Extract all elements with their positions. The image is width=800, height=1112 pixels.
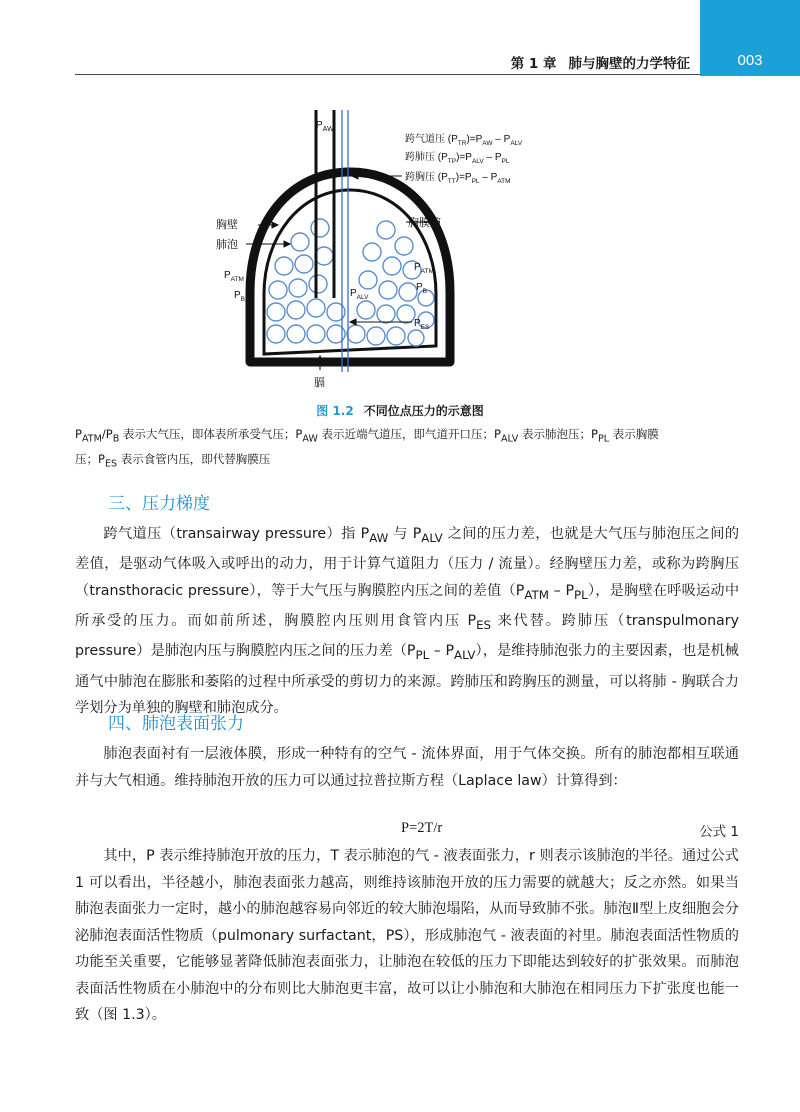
label-chest-wall: 胸壁: [216, 219, 238, 231]
label-eq1: 跨气道压 $(P_{TR})=P_{AW} - P_{ALV}$: [405, 134, 523, 147]
laplace-formula: [75, 818, 739, 842]
label-patm-right: $P_{ATM}$: [414, 262, 434, 275]
page-header: [0, 0, 800, 78]
figure-number: 图 1.2: [316, 404, 354, 418]
label-paw: $P_{AW}$: [316, 120, 334, 133]
alveoli: [267, 219, 434, 346]
formula-label: 公式 1: [699, 824, 739, 840]
label-eq3: 跨胸压 $(P_{TT})=P_{PL} - P_{ATM}$: [405, 172, 511, 185]
section-3-title: 三、压力梯度: [108, 494, 210, 514]
figure-note-line-1: $P_{ATM}/P_B$ 表示大气压，即体表所承受气压；$P_{AW}$ 表示近端气道压，即气道开口压；$P_{ALV}$ 表示肺泡压；$P_{PL}$ 表示胸膜: [75, 427, 659, 445]
page-number: 003: [737, 52, 763, 69]
header-rule: [75, 74, 800, 75]
label-pleural-cavity: 胸膜腔: [408, 217, 441, 229]
section-4-paragraph-2: 其中，P 表示维持肺泡开放的压力，T 表示肺泡的气 - 液表面张力，r 则表示该肺泡的半径。通过公式 1 可以看出，半径越小，肺泡表面张力越高，则维持该肺泡开放的压力需要的就越大；反之亦然。如果当肺泡表面张力一定时，越小的肺泡越容易向邻近的较大肺泡塌陷，从而导致肺不张。肺泡Ⅱ型上皮细胞会分泌肺泡表面活性物质（pulmonary surfactant，PS），形成肺泡气 - 液表面的衬里。肺泡表面活性物质的功能至关重要，它能够显著降低肺泡表面张力，让肺泡在较低的压力下即能达到较好的扩张效果。而肺泡表面活性物质在小肺泡中的分布则比大肺泡更丰富，故可以让小肺泡和大肺泡在相同压力下扩张度也能一致（图 1.3）。: [75, 848, 739, 1023]
formula-expression: P=2T/r: [401, 820, 443, 836]
airway-tube: [316, 110, 334, 298]
label-alveolus: 肺泡: [216, 239, 238, 251]
label-pb-left: $P_B$: [234, 290, 246, 303]
label-patm-left: $P_{ATM}$: [224, 270, 244, 283]
label-pes: $P_{ES}$: [414, 318, 430, 331]
chapter-number: 第 1 章: [510, 56, 557, 72]
section-4-paragraph-1: 肺泡表面衬有一层液体膜，形成一种特有的空气 - 流体界面，用于气体交换。所有的肺泡都相互联通并与大气相通。维持肺泡开放的压力可以通过拉普拉斯方程（Laplace law）计算得到：: [75, 746, 739, 789]
section-4-title: 四、肺泡表面张力: [108, 714, 244, 734]
running-head: [511, 52, 690, 72]
pressure-diagram: [200, 102, 600, 392]
label-palv: $P_{ALV}$: [350, 288, 369, 301]
chapter-title: 肺与胸壁的力学特征: [568, 56, 690, 72]
figure-caption: [0, 402, 800, 419]
label-pb-right: $P_B$: [416, 282, 428, 295]
figure-title: 不同位点压力的示意图: [363, 404, 484, 418]
page-number-tab: [700, 0, 800, 76]
figure-note: [75, 424, 725, 475]
section-3-paragraph: 跨气道压（transairway pressure）指 $P_{AW}$ 与 $P_{ALV}$ 之间的压力差，也就是大气压与肺泡压之间的差值，是驱动气体吸入或呼出的动力，用于计算气道阻力（压力 / 流量）。经胸壁压力差，或称为跨胸压（transthoracic pressure），等于大气压与胸膜腔内压之间的差值$(P_{ATM} - P_{PL})$，是胸壁在呼吸运动中所承受的压力。而如前所述，胸膜腔内压则用食管内压 $P_{ES}$ 来代替。跨肺压（transpulmonary pressure）是肺泡内压与胸膜腔内压之间的压力差$(P_{PL} - P_{ALV})$，是维持肺泡张力的主要因素，也是机械通气中肺泡在膨胀和萎陷的过程中所承受的剪切力的来源。跨肺压和跨胸压的测量，可以将肺 - 胸联合力学划分为单独的胸壁和肺泡成分。: [75, 526, 740, 717]
label-eq2: 跨肺压 $(P_{TP})=P_{ALV} - P_{PL}$: [405, 152, 510, 165]
figure-note-line-2: 压；$P_{ES}$ 表示食管内压，即代替胸膜压: [75, 452, 271, 470]
label-diaphragm: 膈: [314, 377, 325, 389]
